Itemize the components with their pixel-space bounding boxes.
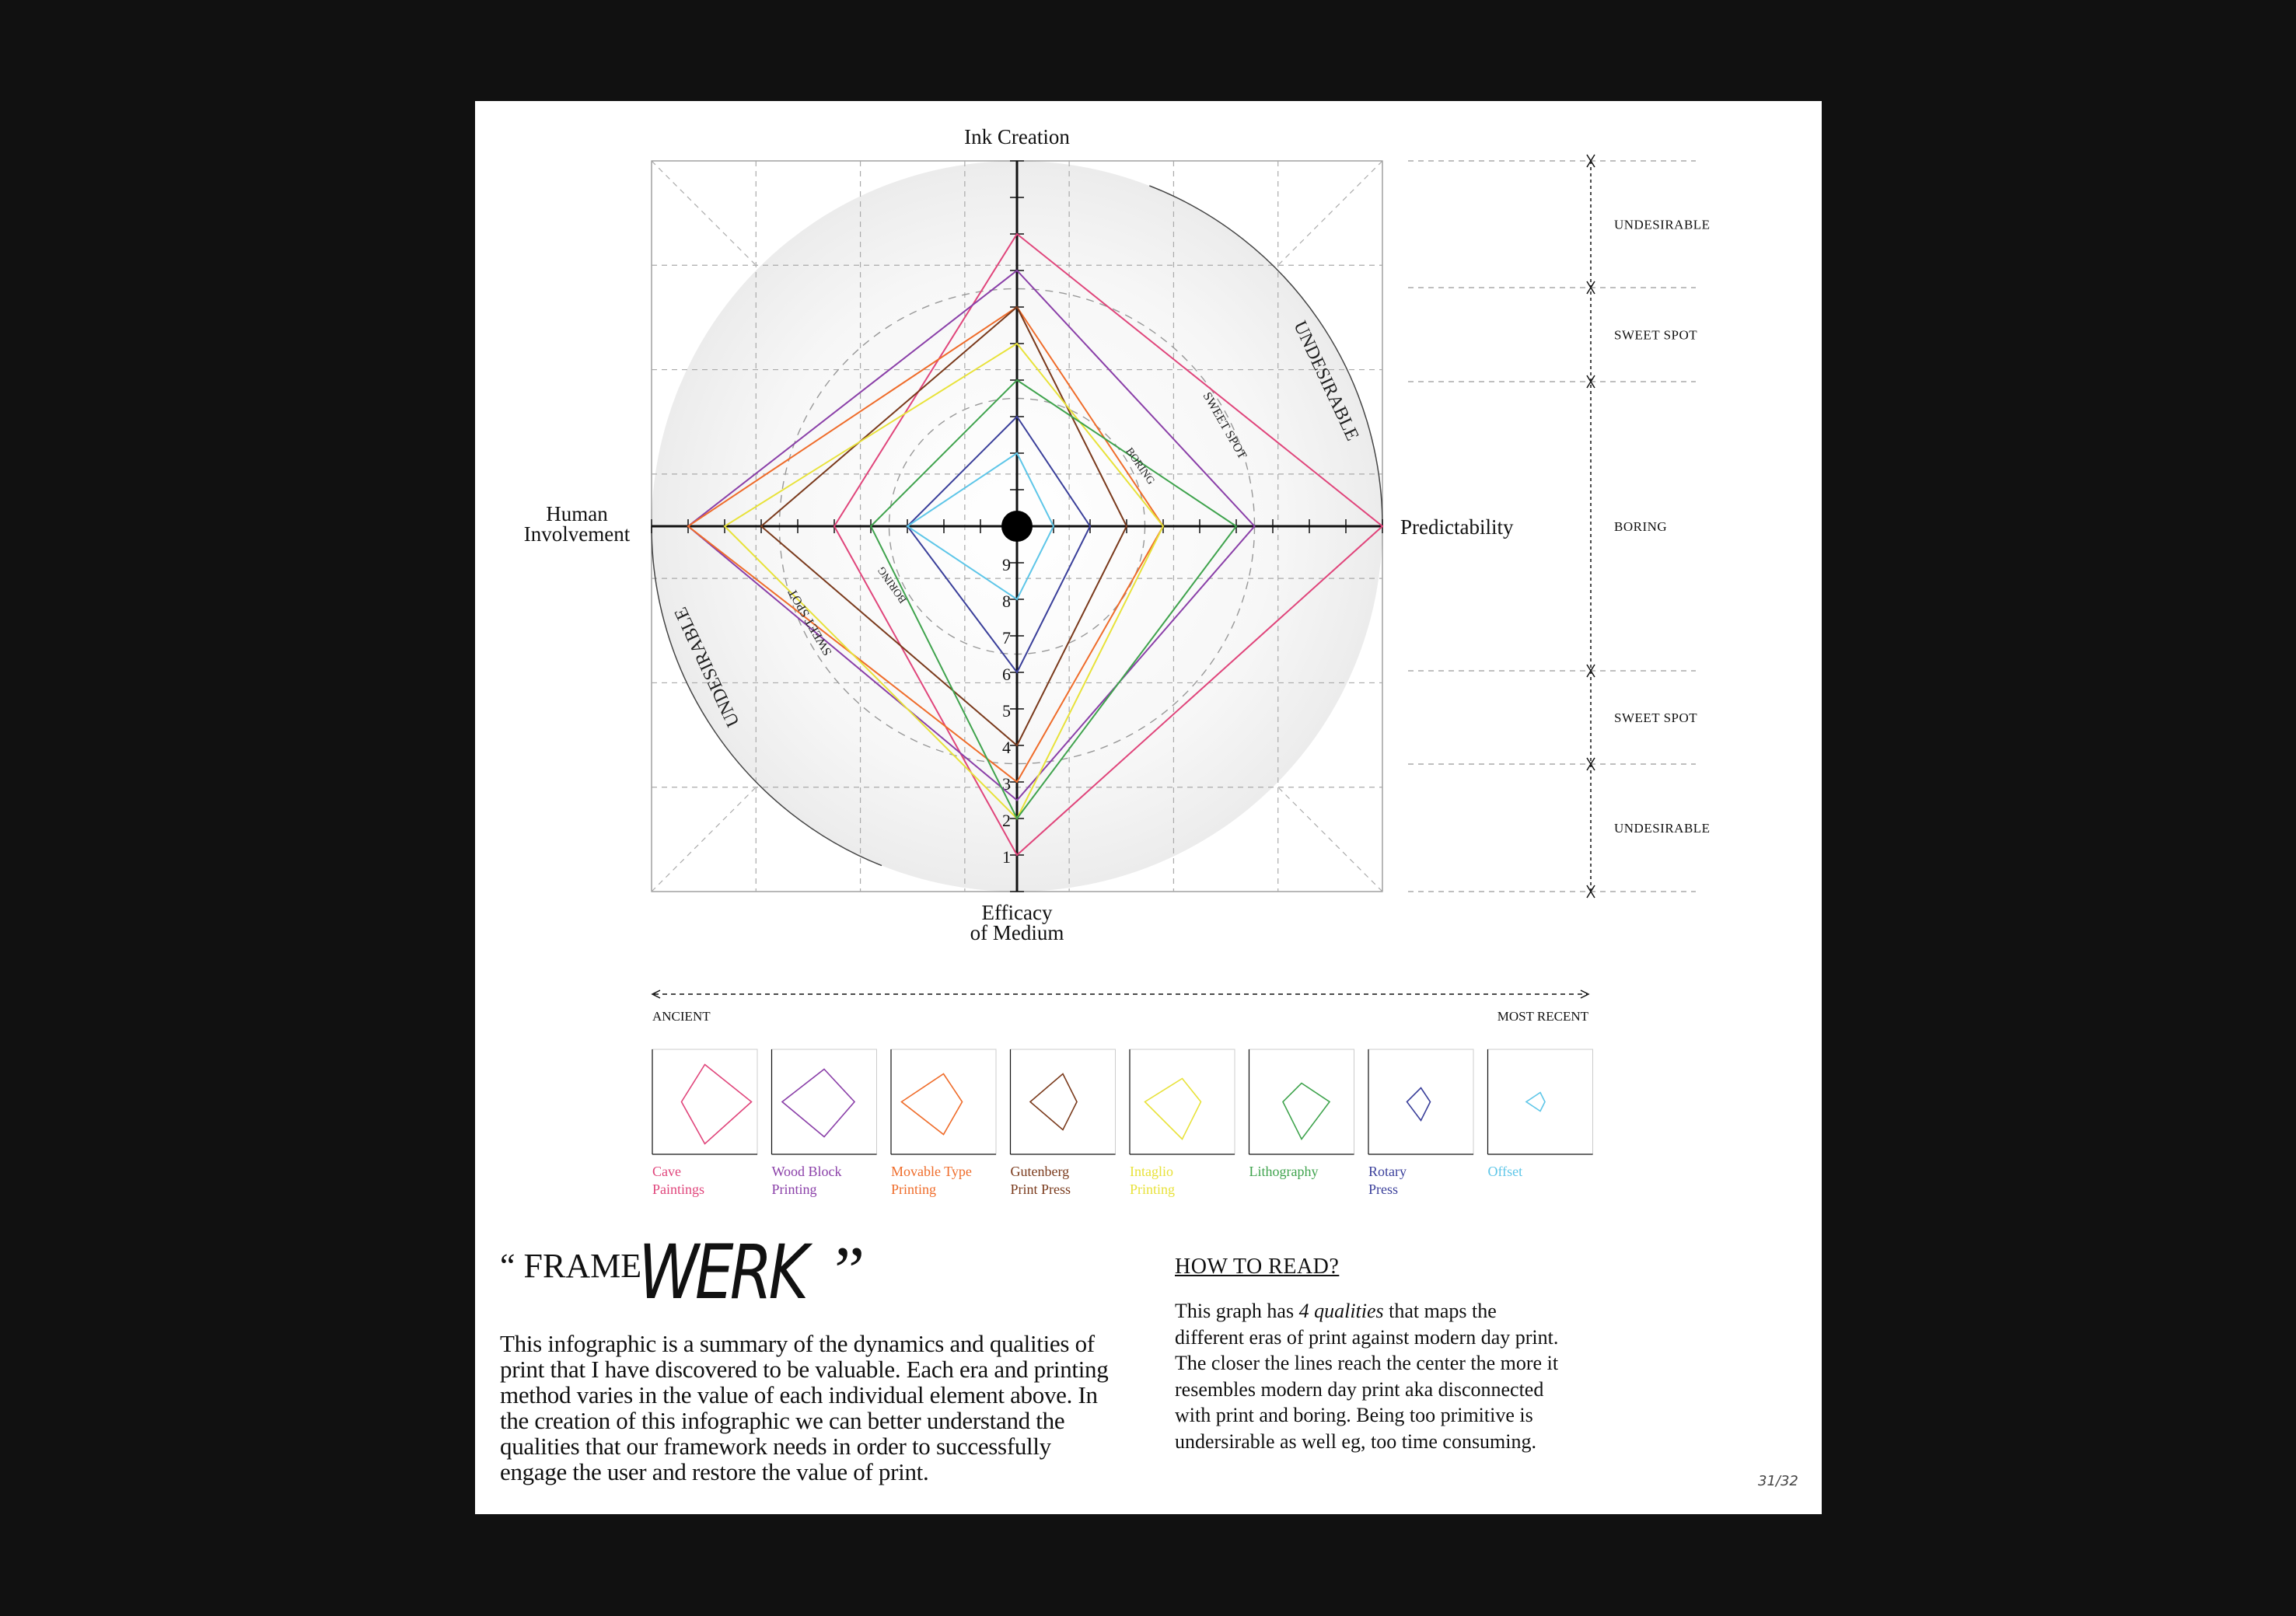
frame-label: “ FRAME [500,1247,642,1285]
howto-post: that maps the different eras of print against modern day print. The closer the lines reach the center the more it resembles modern day print aka disconnected with print and boring. Being too primitive is undersirable as well eg, too time consuming. [1175,1300,1559,1453]
scale-tick-label: 8 [1002,592,1011,611]
legend-label: Printing [891,1181,937,1197]
thumbnail-polygon [782,1070,854,1137]
scale-tick-label: 7 [1002,628,1011,647]
thumbnail-polygon [1407,1088,1431,1121]
zone-label: UNDESIRABLE [1614,821,1711,836]
legend-label: Printing [1130,1181,1176,1197]
corner-diagonal [652,788,755,892]
axis-label-right: Predictability [1400,515,1514,539]
timeline-start-label: ANCIENT [652,1009,711,1024]
axis-label-top: Ink Creation [964,125,1070,148]
scale-tick-label: 9 [1002,555,1011,574]
timeline-end-label: MOST RECENT [1497,1009,1588,1024]
werk-label: WERK [638,1229,806,1316]
legend-label: Wood Block [771,1164,842,1179]
zone-label: SWEET SPOT [1614,327,1698,343]
scale-tick-label: 6 [1002,665,1011,684]
thumbnail-polygon [1283,1084,1330,1140]
legend-label: Printing [771,1181,817,1197]
thumbnail-polygon [1145,1079,1201,1140]
axis-label-bottom: Efficacy [981,901,1053,924]
thumbnail-frame [1368,1049,1473,1154]
legend-label: Movable Type [891,1164,972,1179]
thumbnail-polygon [1526,1093,1545,1112]
scale-tick-label: 3 [1002,774,1011,794]
legend-label: Lithography [1249,1164,1319,1179]
zone-label: SWEET SPOT [1614,710,1698,725]
infographic-page [475,101,1822,1514]
scale-tick-label: 1 [1002,847,1011,867]
axis-label-bottom: of Medium [970,921,1064,944]
howto-emphasis: 4 qualities [1298,1300,1384,1322]
howto-pre: This graph has [1175,1300,1299,1322]
legend-label: Cave [652,1164,681,1179]
legend-label: Press [1368,1181,1399,1197]
ring-label-middle: SWEET SPOT [1200,389,1249,462]
summary-paragraph: This infographic is a summary of the dynamics and qualities of print that I have discovered to be valuable. Each era and printing method varies in the value of each individual element above. In the creation of this infographic we can better understand the qualities that our framework needs in order to successfully engage the user and restore the value of print. [500,1330,1109,1485]
legend-label: Gutenberg [1010,1164,1070,1179]
ring-label-middle: SWEET SPOT [785,586,835,658]
corner-diagonal [652,161,755,264]
ring-label-outer: UNDESIRABLE [670,603,744,730]
axis-label-left: Human [546,502,608,525]
thumbnail-frame [1488,1049,1593,1154]
ring-label-inner: BORING [1123,445,1157,487]
page-number: 31/32 [1758,1473,1798,1489]
thumbnail-frame [1011,1049,1116,1154]
legend-label: Rotary [1368,1164,1407,1179]
thumbnail-polygon [682,1065,752,1144]
thumbnail-frame [772,1049,877,1154]
scale-tick-label: 5 [1002,701,1011,721]
center-dot [1001,511,1033,542]
legend-label: Print Press [1010,1181,1071,1197]
legend-label: Offset [1487,1164,1523,1179]
ring-label-outer: UNDESIRABLE [1289,318,1363,445]
how-to-read-body [1175,1298,1564,1454]
ring-label-inner: BORING [875,564,910,606]
how-to-read-title: HOW TO READ? [1175,1255,1340,1279]
legend-label: Intaglio [1130,1164,1173,1179]
corner-diagonal [1279,161,1382,264]
scale-tick-label: 2 [1002,811,1011,830]
thumbnail-polygon [1030,1074,1077,1130]
thumbnail-polygon [902,1074,963,1135]
axis-label-left: Involvement [523,522,631,546]
zone-label: UNDESIRABLE [1614,217,1711,232]
close-quote: ” [834,1234,865,1309]
corner-diagonal [1279,788,1382,892]
scale-tick-label: 4 [1002,738,1011,757]
zone-label: BORING [1614,519,1668,534]
legend-label: Paintings [652,1181,705,1197]
thumbnail-frame [891,1049,996,1154]
